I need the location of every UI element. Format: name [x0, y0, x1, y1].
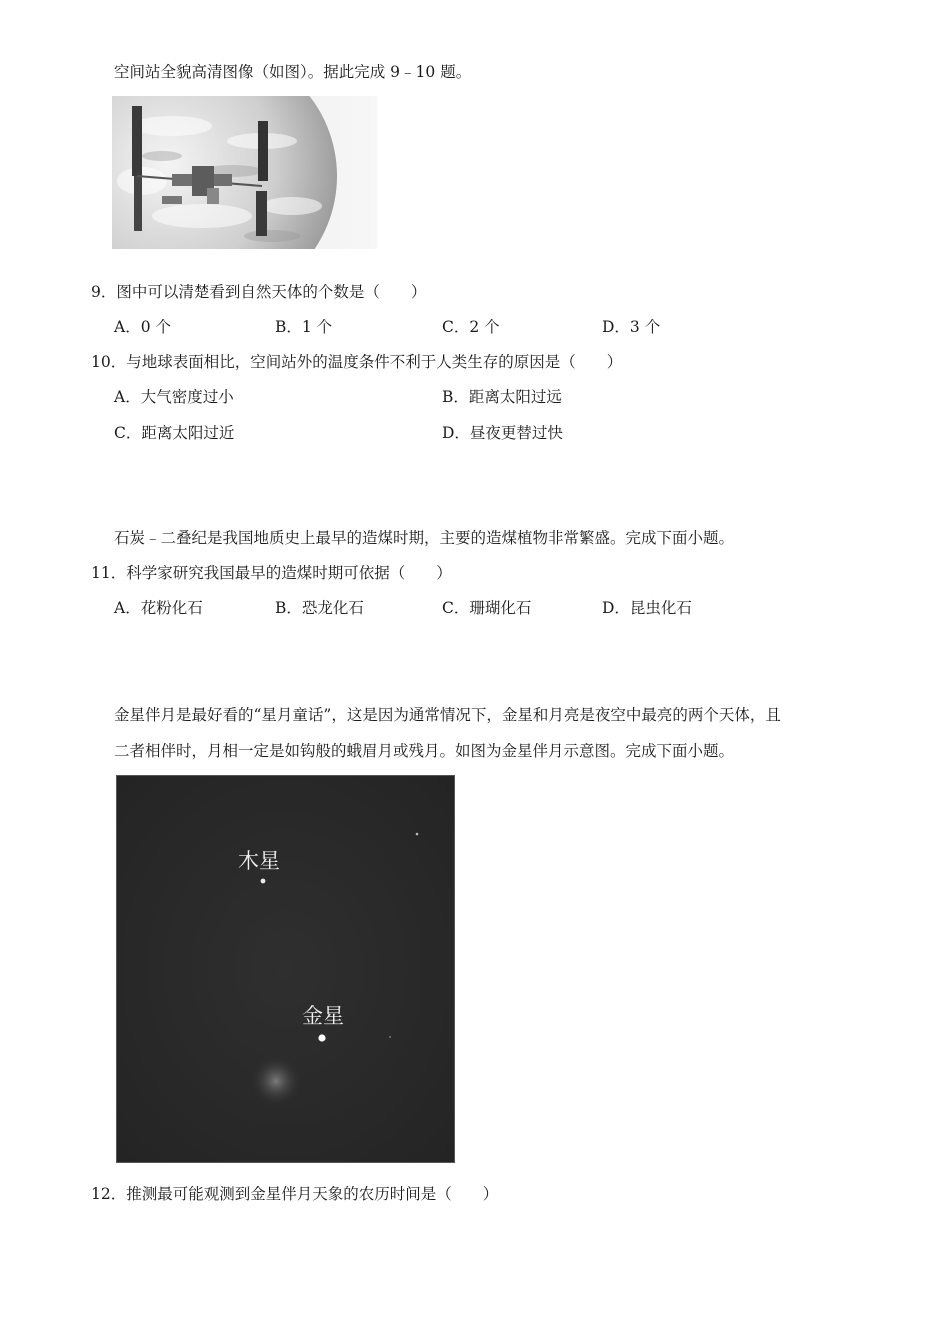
q10-option-c[interactable]: C．距离太阳过近: [114, 424, 235, 442]
question-11-stem: 11．科学家研究我国最早的造煤时期可依据（ ）: [91, 564, 452, 582]
question-10-stem: 10．与地球表面相比，空间站外的温度条件不利于人类生存的原因是（ ）: [91, 353, 623, 371]
jupiter-label: 木星: [238, 849, 280, 873]
intro-text-3-line-1: 金星伴月是最好看的“星月童话”，这是因为通常情况下，金星和月亮是夜空中最亮的两个天体，且: [114, 706, 781, 724]
q11-option-d[interactable]: D．昆虫化石: [602, 599, 692, 617]
space-station-image: [112, 96, 377, 249]
intro-text-3-line-2: 二者相伴时，月相一定是如钩般的蛾眉月或残月。如图为金星伴月示意图。完成下面小题。: [114, 742, 735, 760]
q10-option-b[interactable]: B．距离太阳过远: [442, 388, 562, 406]
venus-moon-figure: [116, 775, 455, 1163]
q10-option-a[interactable]: A．大气密度过小: [114, 388, 234, 406]
space-station-illustration: [112, 96, 377, 249]
question-9-stem: 9．图中可以清楚看到自然天体的个数是（ ）: [91, 283, 427, 301]
intro-text-2: 石炭﹣二叠纪是我国地质史上最早的造煤时期，主要的造煤植物非常繁盛。完成下面小题。: [114, 529, 735, 547]
jupiter-dot: [261, 879, 266, 884]
question-12-stem: 12．推测最可能观测到金星伴月天象的农历时间是（ ）: [91, 1185, 499, 1203]
venus-dot: [318, 1034, 325, 1041]
q11-option-a[interactable]: A．花粉化石: [114, 599, 203, 617]
q9-option-d[interactable]: D．3 个: [602, 318, 661, 336]
q9-option-a[interactable]: A．0 个: [114, 318, 171, 336]
q10-option-d[interactable]: D．昼夜更替过快: [442, 424, 563, 442]
faint-star: [416, 833, 419, 836]
venus-label: 金星: [302, 1004, 344, 1028]
intro-text-1: 空间站全貌高清图像（如图）。据此完成 9﹣10 题。: [114, 63, 472, 81]
q9-option-c[interactable]: C．2 个: [442, 318, 500, 336]
q11-option-c[interactable]: C．珊瑚化石: [442, 599, 532, 617]
q9-option-b[interactable]: B．1 个: [275, 318, 333, 336]
night-sky-illustration: [116, 775, 455, 1163]
q11-option-b[interactable]: B．恐龙化石: [275, 599, 364, 617]
